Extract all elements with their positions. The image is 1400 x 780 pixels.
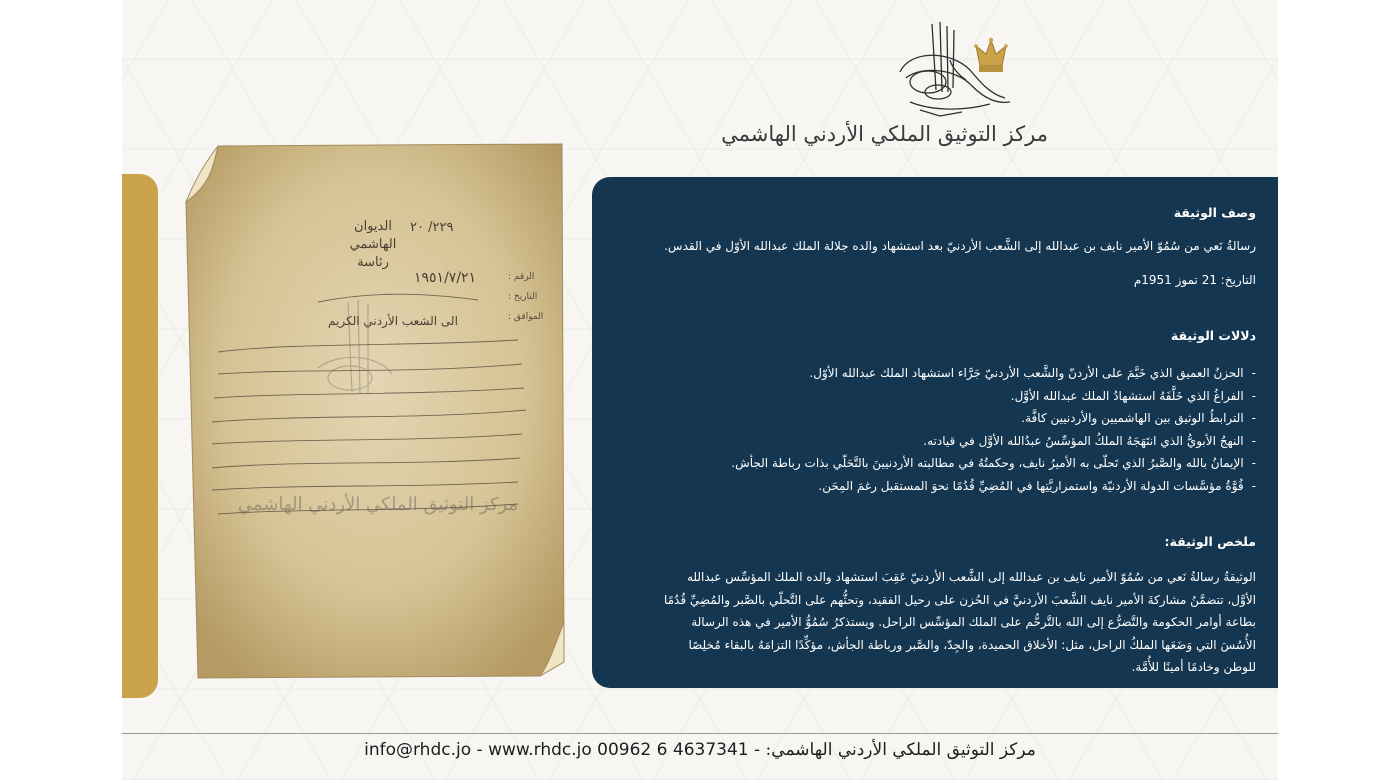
list-item: -قُوَّةُ مؤسَّسات الدولة الأردنيّة واستمراريَّتِها في المُضِيِّ قُدُمًا نحوَ المستقبل رغمَ المِحَن.	[818, 478, 1256, 493]
list-item: -الفراغُ الذي خَلَّفَهُ استشهادُ الملك عبدالله الأوَّل.	[1010, 388, 1256, 403]
document-watermark: مركز التوثيق الملكي الأردني الهاشمي	[237, 494, 518, 515]
org-title: مركز التوثيق الملكي الأردني الهاشمي	[721, 122, 1048, 146]
document-field-number: الرقم :	[508, 272, 535, 282]
footer-website[interactable]: www.rhdc.jo	[488, 740, 592, 760]
footer-divider	[122, 733, 1278, 734]
footer-phone: 00962 6 4637341	[597, 740, 749, 760]
list-item: -النهجُ الأبويُّ الذي انتَهَجَهُ الملكُ المؤسِّسُ عبدُالله الأوَّل في قيادته.	[923, 433, 1256, 448]
document-greeting: الى الشعب الأردني الكريم	[328, 314, 458, 328]
list-item: -الحزنُ العميق الذي خَيَّمَ على الأردنّ والشَّعب الأردنيّ جَرَّاء استشهاد الملك عبدالله الأوّل.	[809, 366, 1256, 380]
footer-contact: info@rhdc.jo - www.rhdc.jo 00962 6 4637341 - مركز التوثيق الملكي الأردني الهاشمي:	[364, 740, 1036, 760]
gold-accent-bar	[122, 174, 158, 698]
description-heading: وصف الوثيقة	[1173, 205, 1256, 220]
significance-list	[731, 362, 1256, 498]
list-item: -الترابطُ الوثيق بين الهاشميين والأردنيين كافَّة.	[1021, 411, 1256, 426]
description-text: رسالةُ نَعي من سُمُوّ الأمير نايف بن عبدالله إلى الشَّعب الأردنيّ بعد استشهاد والده جلالة الملك عبدالله الأوّل في القدس.	[664, 239, 1256, 253]
significance-heading: دلالات الوثيقة	[1170, 328, 1256, 343]
summary-heading: ملخص الوثيقة:	[1164, 534, 1256, 549]
document-date: ١٩٥١/٧/٢١	[414, 270, 477, 286]
summary-text: الوثيقةُ رسالةُ نَعي من سُمُوّ الأمير نايف بن عبدالله إلى الشَّعب الأردنيّ عَقِبَ استشهاد والده الملك المؤسِّس عبدالله الأوَّل، تتضمَّنُ مشاركةَ الأمير نايف الشَّعبَ الأردنيَّ في الحُزن على رحيل الفقيد، وتحثُّهم على التَّحلّي بالصَّبر والمُضِيِّ قُدُمًا بطاعة أوامر الحكومة والتَّضرُّع إلى الله بالتَّرحُّم على الملك المؤسِّس الراحل. ويستذكرُ سُمُوُّ الأمير في هذه الرسالة الأُسُسَ التي وَضَعَها الملكُ الراحل، مثل: الأخلاق الحميدة، والجِدّ، والصَّبر ورباطة الجأش، مؤكِّدًا التزامَهُ بالبقاء مُخلِصًا للوطن وخادمًا أمينًا للأُمَّة.	[663, 570, 1256, 674]
document-field-corresponding: الموافق :	[508, 312, 544, 322]
list-item: -الإيمانُ بالله والصَّبرُ الذي تَحلّى به الأميرُ نايف، وحكمتُهُ في مطالبته الأردنيينَ بالتَّحَلّي بذات رباطة الجأش.	[731, 456, 1256, 471]
footer-email[interactable]: info@rhdc.jo	[364, 740, 472, 760]
crown-tughra-icon	[880, 20, 1070, 130]
document-reference-number: ٢٢٩/ ٢٠	[410, 220, 454, 235]
left-margin	[0, 0, 122, 780]
historic-document-image	[178, 142, 568, 682]
document-date-text: التاريخ: 21 تموز 1951م	[1133, 273, 1256, 287]
right-margin	[1278, 0, 1400, 780]
footer-org-label: مركز التوثيق الملكي الأردني الهاشمي:	[765, 740, 1036, 760]
document-letterhead: الديوان الهاشمي رئاسة	[349, 219, 397, 270]
document-field-date: التاريخ :	[508, 292, 538, 302]
